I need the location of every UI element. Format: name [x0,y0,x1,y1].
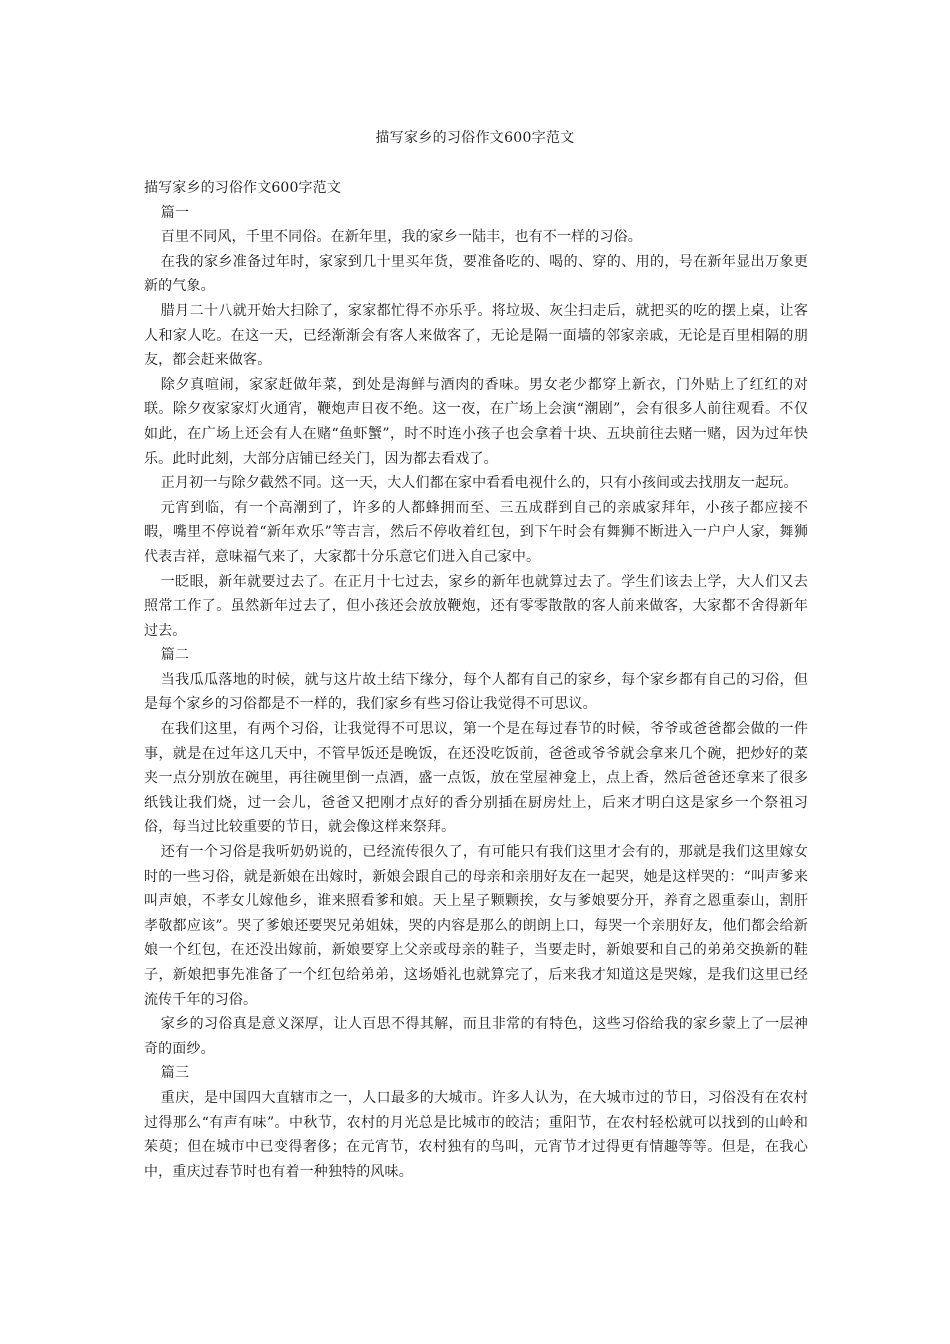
paragraph: 家乡的习俗真是意义深厚，让人百思不得其解，而且非常的有特色，这些习俗给我的家乡蒙上了一层神奇的面纱。 [144,1016,808,1057]
section-heading-2: 篇二 [160,647,190,664]
section-heading-1: 篇一 [160,204,190,221]
paragraph: 百里不同风，千里不同俗。在新年里，我的家乡一陆丰，也有不一样的习俗。 [160,229,642,246]
paragraph: 元宵到临，有一个高潮到了，许多的人都蜂拥而至、三五成群到自己的亲戚家拜年，小孩子都应接不暇，嘴里不停说着“新年欢乐”等吉言，然后不停收着红包，到下午时会有舞狮不断进入一户户人家，舞狮代表吉祥，意味福气来了，大家都十分乐意它们进入自己家中。 [144,499,808,565]
section-heading-3: 篇三 [160,1065,190,1082]
paragraph: 一眨眼，新年就要过去了。在正月十七过去，家乡的新年也就算过去了。学生们该去上学，大人们又去照常工作了。虽然新年过去了，但小孩还会放放鞭炮，还有零零散散的客人前来做客，大家都不舍得新年过去。 [144,573,808,639]
paragraph: 在我的家乡准备过年时，家家到几十里买年货，要准备吃的、喝的、穿的、用的，号在新年显出万象更新的气象。 [144,253,808,295]
paragraph: 还有一个习俗是我听奶奶说的，已经流传很久了，有可能只有我们这里才会有的，那就是我们这里嫁女时的一些习俗，就是新娘在出嫁时，新娘会跟自己的母亲和亲朋好友在一起哭，她是这样哭的：“叫声爹来叫声娘，不孝女儿嫁他乡，谁来照看爹和娘。天上星子颗颗挨，女与爹娘要分开，养育之恩重泰山，割肝孝敬都应该”。哭了爹娘还要哭兄弟姐妹，哭的内容是那么的朗朗上口，每哭一个亲朋好友，他们都会给新娘一个红包，在还没出嫁前，新娘要穿上父亲或母亲的鞋子，当要走时，新娘要和自己的弟弟交换新的鞋子，新娘把事先准备了一个红包给弟弟，这场婚礼也就算完了，后来我才知道这是哭嫁，是我们这里已经流传千年的习俗。 [144,844,808,1008]
paragraph: 在我们这里，有两个习俗，让我觉得不可思议，第一个是在每过春节的时候，爷爷或爸爸都会做的一件事，就是在过年这几天中，不管早饭还是晚饭，在还没吃饭前，爸爸或爷爷就会拿来几个碗，把炒好的菜夹一点分别放在碗里，再往碗里倒一点酒，盛一点饭，放在堂屋神龛上，点上香，然后爸爸还拿来了很多纸钱让我们烧，过一会儿，爸爸又把刚才点好的香分别插在厨房灶上，后来才明白这是家乡一个祭祖习俗，每当过比较重要的节日，就会像这样来祭拜。 [144,721,808,836]
paragraph: 正月初一与除夕截然不同。这一天，大人们都在家中看看电视什么的，只有小孩间或去找朋友一起玩。 [160,475,798,492]
paragraph: 重庆，是中国四大直辖市之一，人口最多的大城市。许多人认为，在大城市过的节日，习俗没有在农村过得那么“有声有味”。中秋节，农村的月光总是比城市的皎洁；重阳节，在农村轻松就可以找到的山岭和茱萸；但在城市中已变得奢侈；在元宵节，农村独有的鸟叫，元宵节才过得更有情趣等等。但是，在我心中，重庆过春节时也有着一种独特的风味。 [144,1089,808,1180]
paragraph: 腊月二十八就开始大扫除了，家家都忙得不亦乐乎。将垃圾、灰尘扫走后，就把买的吃的摆上桌，让客人和家人吃。在这一天，已经渐渐会有客人来做客了，无论是隔一面墙的邻家亲戚，无论是百里相隔的朋友，都会赶来做客。 [144,302,808,369]
paragraph: 当我瓜瓜落地的时候，就与这片故土结下缘分，每个人都有自己的家乡，每个家乡都有自己的习俗，但是每个家乡的习俗都是不一样的，我们家乡有些习俗让我觉得不可思议。 [144,671,808,713]
document-title: 描写家乡的习俗作文600字范文 [375,130,575,146]
document-subtitle: 描写家乡的习俗作文600字范文 [144,180,341,196]
paragraph: 除夕真喧闹，家家赶做年菜，到处是海鲜与酒肉的香味。男女老少都穿上新衣，门外贴上了红红的对联。除夕夜家家灯火通宵，鞭炮声日夜不绝。这一夜，在广场上会演“潮剧”，会有很多人前往观看。不仅如此，在广场上还会有人在赌“鱼虾蟹”，时不时连小孩子也会拿着十块、五块前往去赌一赌，因为过年快乐。此时此刻，大部分店铺已经关门，因为都去看戏了。 [144,376,808,467]
document-body [144,176,808,1184]
